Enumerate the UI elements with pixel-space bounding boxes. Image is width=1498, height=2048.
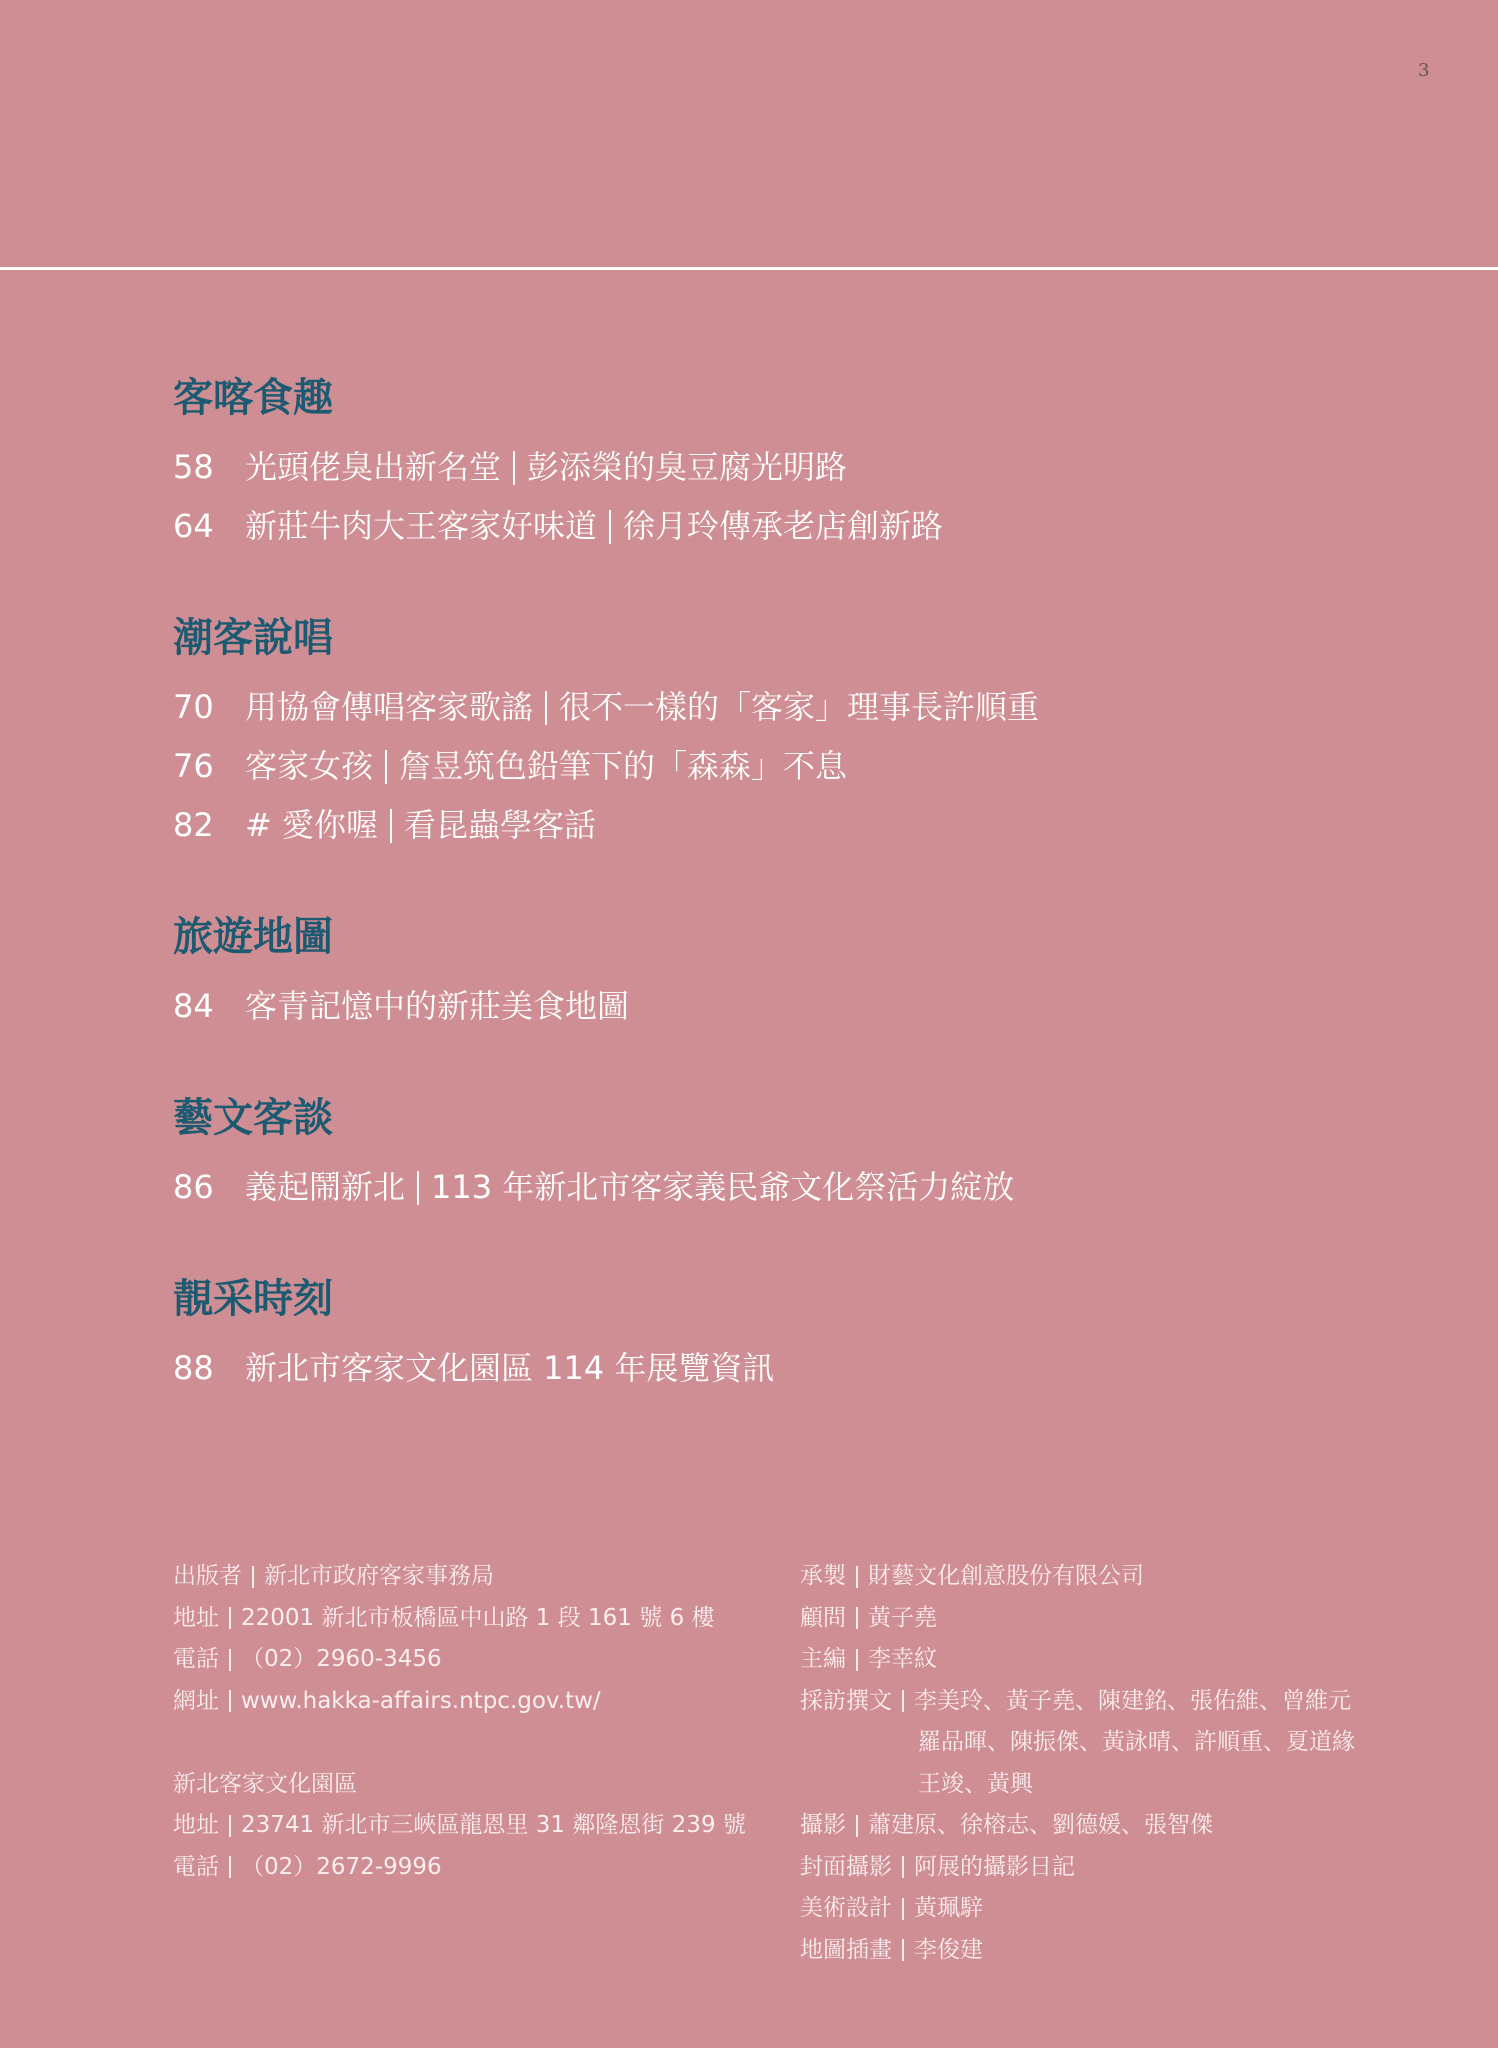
map-illustration-value: 李俊建	[914, 1936, 983, 1963]
phone-line	[173, 1639, 773, 1681]
park-phone-value: （02）2672-9996	[241, 1853, 442, 1880]
entry-page-number: 88	[173, 1349, 214, 1387]
label-separator	[902, 1856, 904, 1878]
label-separator	[856, 1607, 858, 1629]
toc-entry[interactable]	[173, 737, 1373, 796]
toc-entry[interactable]	[173, 438, 1373, 497]
editor-value: 李幸紋	[868, 1646, 937, 1672]
advisor-label: 顧問	[800, 1604, 846, 1631]
label-separator	[252, 1566, 254, 1588]
address-line	[173, 1598, 773, 1640]
entry-subtitle: 看昆蟲學客話	[404, 806, 597, 844]
entry-title: 客家女孩	[245, 747, 374, 785]
park-name: 新北客家文化園區	[173, 1770, 357, 1797]
top-rule	[0, 267, 1498, 270]
label-separator	[229, 1856, 231, 1878]
park-name-line	[173, 1764, 773, 1806]
producer-label: 承製	[800, 1563, 846, 1589]
cover-photo-line	[800, 1847, 1400, 1889]
table-of-contents	[173, 372, 1373, 1454]
toc-section	[173, 612, 1373, 855]
label-separator	[856, 1566, 858, 1588]
entry-separator	[385, 750, 387, 784]
entry-separator	[417, 1171, 419, 1205]
advisor-value: 黃子堯	[868, 1604, 937, 1631]
writers-line	[800, 1681, 1400, 1723]
website-line	[173, 1681, 773, 1723]
website-label: 網址	[173, 1687, 219, 1714]
label-separator	[229, 1690, 231, 1712]
entry-title: 新北市客家文化園區 114 年展覽資訊	[245, 1349, 775, 1387]
website-link[interactable]: www.hakka-affairs.ntpc.gov.tw/	[241, 1687, 601, 1714]
entry-subtitle: 很不一樣的「客家」理事長許順重	[559, 688, 1040, 726]
writers-value: 王竣、黃興	[918, 1770, 1033, 1797]
toc-entry[interactable]	[173, 678, 1373, 737]
editor-label: 主編	[800, 1646, 846, 1672]
address-value: 22001 新北市板橋區中山路 1 段 161 號 6 樓	[241, 1604, 715, 1631]
map-illustration-label: 地圖插畫	[800, 1936, 892, 1963]
writers-line-continued	[800, 1722, 1400, 1764]
label-separator	[229, 1815, 231, 1837]
producer-value: 財藝文化創意股份有限公司	[868, 1563, 1144, 1589]
label-separator	[856, 1649, 858, 1671]
toc-entry[interactable]	[173, 1339, 1373, 1398]
entry-title: 客青記憶中的新莊美食地圖	[245, 987, 630, 1025]
section-heading: 客喀食趣	[173, 375, 333, 421]
entry-title: 義起鬧新北	[245, 1168, 406, 1206]
entry-page-number: 64	[173, 507, 214, 545]
section-heading: 旅遊地圖	[173, 914, 333, 960]
entry-page-number: 58	[173, 448, 214, 486]
writers-line-continued	[800, 1764, 1400, 1806]
cover-photo-label: 封面攝影	[800, 1853, 892, 1880]
entry-separator	[545, 691, 547, 725]
section-heading: 靚采時刻	[173, 1276, 333, 1322]
entry-subtitle: 彭添榮的臭豆腐光明路	[527, 448, 848, 486]
label-separator	[229, 1649, 231, 1671]
entry-title: 新莊牛肉大王客家好味道	[245, 507, 598, 545]
entry-subtitle: 徐月玲傳承老店創新路	[623, 507, 944, 545]
entry-separator	[609, 510, 611, 544]
toc-section	[173, 372, 1373, 556]
editor-line	[800, 1639, 1400, 1681]
entry-separator	[390, 809, 392, 843]
map-illustration-line	[800, 1930, 1400, 1972]
park-address-line	[173, 1805, 773, 1847]
cover-photo-value: 阿展的攝影日記	[914, 1853, 1075, 1880]
entry-page-number: 70	[173, 688, 214, 726]
design-line	[800, 1888, 1400, 1930]
label-separator	[902, 1939, 904, 1961]
toc-section	[173, 1273, 1373, 1398]
phone-value: （02）2960-3456	[241, 1646, 442, 1672]
photo-label: 攝影	[800, 1812, 846, 1838]
photo-value: 蕭建原、徐榕志、劉德媛、張智傑	[868, 1812, 1213, 1838]
entry-page-number: 84	[173, 987, 214, 1025]
label-separator	[902, 1898, 904, 1920]
entry-page-number: 82	[173, 806, 214, 844]
entry-title: 用協會傳唱客家歌謠	[245, 688, 534, 726]
photo-line	[800, 1805, 1400, 1847]
toc-entry[interactable]	[173, 796, 1373, 855]
design-label: 美術設計	[800, 1895, 892, 1921]
toc-entry[interactable]	[173, 977, 1373, 1036]
park-phone-label: 電話	[173, 1853, 219, 1880]
entry-page-number: 86	[173, 1168, 214, 1206]
publisher-label: 出版者	[173, 1563, 242, 1589]
writers-label: 採訪撰文	[800, 1687, 892, 1714]
park-phone-line	[173, 1847, 773, 1889]
entry-subtitle: 詹昱筑色鉛筆下的「森森」不息	[399, 747, 848, 785]
toc-section	[173, 911, 1373, 1036]
toc-entry[interactable]	[173, 497, 1373, 556]
entry-title: # 愛你喔	[245, 806, 378, 844]
toc-section	[173, 1092, 1373, 1217]
writers-value: 李美玲、黃子堯、陳建銘、張佑維、曾維元	[914, 1687, 1351, 1714]
entry-separator	[513, 451, 515, 485]
advisor-line	[800, 1598, 1400, 1640]
entry-title: 光頭佬臭出新名堂	[245, 448, 502, 486]
section-heading: 潮客說唱	[173, 615, 333, 661]
section-heading: 藝文客談	[173, 1095, 333, 1141]
park-address-value: 23741 新北市三峽區龍恩里 31 鄰隆恩街 239 號	[241, 1812, 746, 1838]
park-address-label: 地址	[173, 1812, 219, 1838]
entry-page-number: 76	[173, 747, 214, 785]
label-separator	[229, 1607, 231, 1629]
entry-subtitle: 113 年新北市客家義民爺文化祭活力綻放	[431, 1168, 1015, 1206]
address-label: 地址	[173, 1604, 219, 1631]
producer-line	[800, 1556, 1400, 1598]
label-separator	[902, 1690, 904, 1712]
writers-value: 羅品暉、陳振傑、黃詠晴、許順重、夏道緣	[918, 1729, 1355, 1755]
design-value: 黃珮騂	[914, 1895, 983, 1921]
toc-entry[interactable]	[173, 1158, 1373, 1217]
label-separator	[856, 1815, 858, 1837]
page-number: 3	[1418, 60, 1430, 81]
publisher-line	[173, 1556, 773, 1598]
publisher-value: 新北市政府客家事務局	[264, 1563, 494, 1589]
colophon-credits	[800, 1556, 1400, 1971]
colophon-publisher	[173, 1556, 773, 1888]
phone-label: 電話	[173, 1646, 219, 1672]
